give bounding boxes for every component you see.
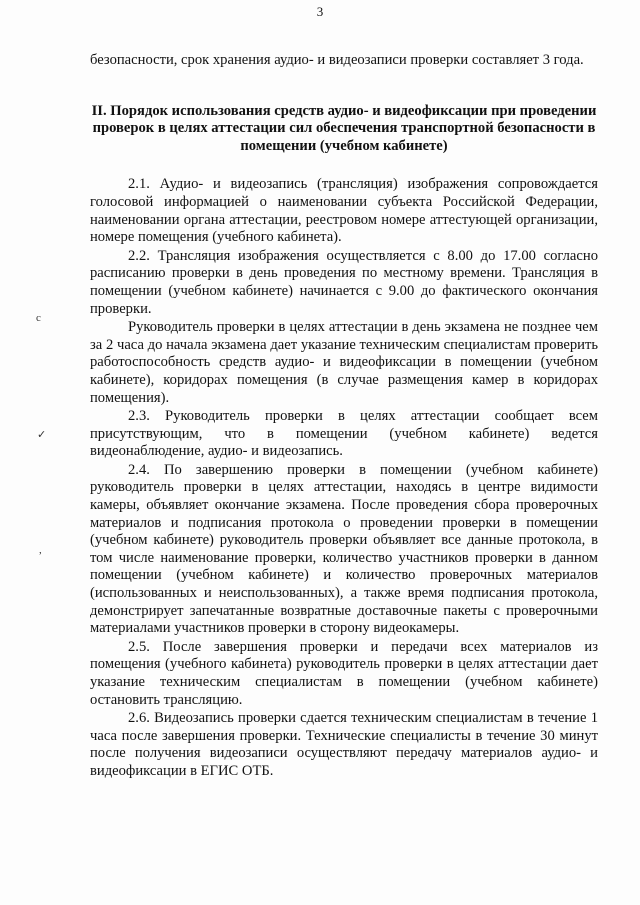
- page-number: 3: [316, 4, 324, 19]
- paragraph-2-1: 2.1. Аудио- и видеозапись (трансляция) изображения сопровождается голосовой информацией о наименовании субъекта Российской Федерации, наименовании органа аттестации, реестровом номере аттестующей организации, номере помещения (учебного кабинета).: [90, 176, 598, 246]
- document-body: [90, 52, 598, 781]
- paragraph-2-6: 2.6. Видеозапись проверки сдается техническим специалистам в течение 1 часа после завершения проверки. Технические специалисты в течение 30 минут после получения видеозаписи осуществляют передачу материалов аудио- и видеофиксации в ЕГИС ОТБ.: [90, 710, 598, 779]
- paragraph-2-2: 2.2. Трансляция изображения осуществляется с 8.00 до 17.00 согласно расписанию проверки в день проведения по местному времени. Трансляция в помещении (учебном кабинете) начинается с 9.00 до фактического окончания проверки.: [90, 247, 598, 317]
- paragraph-2-3: 2.3. Руководитель проверки в целях аттестации сообщает всем присутствующим, что в помещении (учебном кабинете) ведется видеонаблюдение, аудио- и видеозапись.: [90, 408, 598, 460]
- paragraph-supervisor: Руководитель проверки в целях аттестации в день экзамена не позднее чем за 2 часа до начала экзамена дает указание техническим специалистам проверить работоспособность средств аудио- и видеофиксации в помещении (учебном кабинете), коридорах помещения (в случае размещения камер в коридорах помещения).: [90, 319, 598, 406]
- intro-paragraph: безопасности, срок хранения аудио- и видеозаписи проверки составляет 3 года.: [90, 52, 584, 68]
- section-heading: II. Порядок использования средств аудио- и видеофиксации при проведении проверок в целях аттестации сил обеспечения транспортной безопасности в помещении (учебном кабинете): [91, 102, 597, 154]
- paragraph-2-4: 2.4. По завершению проверки в помещении (учебном кабинете) руководитель проверки в целях аттестации, находясь в центре видимости камеры, объявляет окончание экзамена. После проведения сбора проверочных материалов и подписания протокола о проведении проверки в помещении (учебном кабинете) руководитель проверки объявляет все данные протокола, в том числе наименование проверки, количество участников проверки в данном помещении (учебном кабинете) и количество проверочных материалов (использованных и неиспользованных), а также время подписания протокола, демонстрирует запечатанные возвратные доставочные пакеты с проверочными материалами участников проверки в сторону видеокамеры.: [90, 461, 598, 637]
- margin-mark: c: [36, 312, 41, 324]
- margin-mark: ,: [39, 544, 42, 556]
- paragraph-2-5: 2.5. После завершения проверки и передачи всех материалов из помещения (учебного кабинета) руководитель проверки в целях аттестации дает указание техническим специалистам в помещении (учебном кабинете) остановить трансляцию.: [90, 638, 598, 708]
- margin-mark: ✓: [37, 429, 47, 441]
